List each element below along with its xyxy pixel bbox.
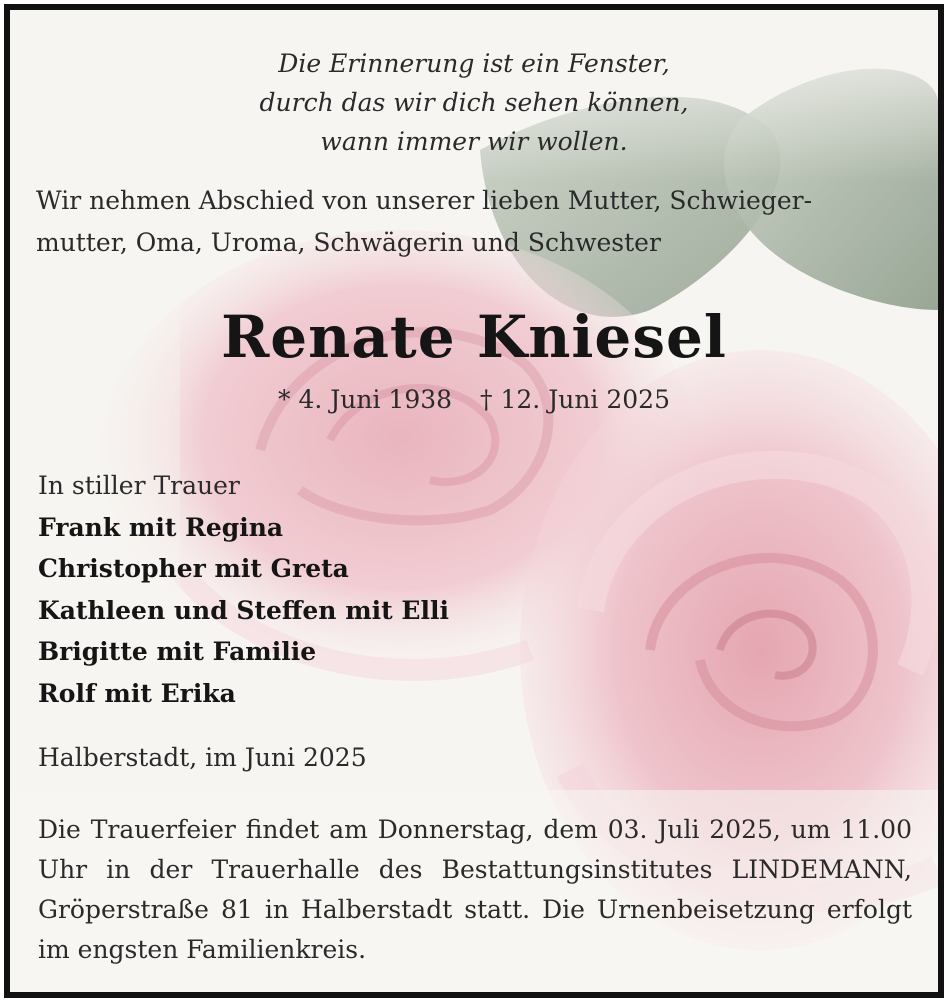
mourner-name: Kathleen und Steffen mit Elli: [38, 595, 449, 625]
birth-date: * 4. Juni 1938: [278, 385, 453, 414]
intro-line: mutter, Oma, Uroma, Schwägerin und Schwester: [36, 228, 661, 257]
life-dates: [10, 383, 938, 417]
place-and-date: Halberstadt, im Juni 2025: [38, 743, 367, 772]
memorial-quote: [10, 44, 938, 161]
mourner-name: Frank mit Regina: [38, 512, 284, 542]
quote-line: Die Erinnerung ist ein Fenster,: [278, 49, 670, 78]
obituary-card: [4, 4, 944, 998]
quote-line: durch das wir dich sehen können,: [259, 88, 689, 117]
mourners-list: [38, 465, 449, 714]
quote-line: wann immer wir wollen.: [320, 127, 628, 156]
intro-line: Wir nehmen Abschied von unserer lieben Mutter, Schwieger-: [36, 186, 813, 215]
mourner-name: Brigitte mit Familie: [38, 637, 317, 666]
mourners-lead: In stiller Trauer: [38, 471, 240, 500]
farewell-intro: [36, 180, 921, 264]
mourner-name: Rolf mit Erika: [38, 678, 236, 708]
death-date: † 12. Juni 2025: [480, 385, 670, 414]
mourner-name: Christopher mit Greta: [38, 554, 349, 583]
deceased-name: Renate Kniesel: [221, 303, 727, 371]
funeral-service-notice: Die Trauerfeier findet am Donnerstag, dem 03. Juli 2025, um 11.00 Uhr in der Trauerhalle des Bestattungsinstitutes LINDEMANN, Gröperstraße 81 in Halberstadt statt. Die Urnenbeisetzung erfolgt im engsten Familienkreis.: [38, 815, 912, 964]
